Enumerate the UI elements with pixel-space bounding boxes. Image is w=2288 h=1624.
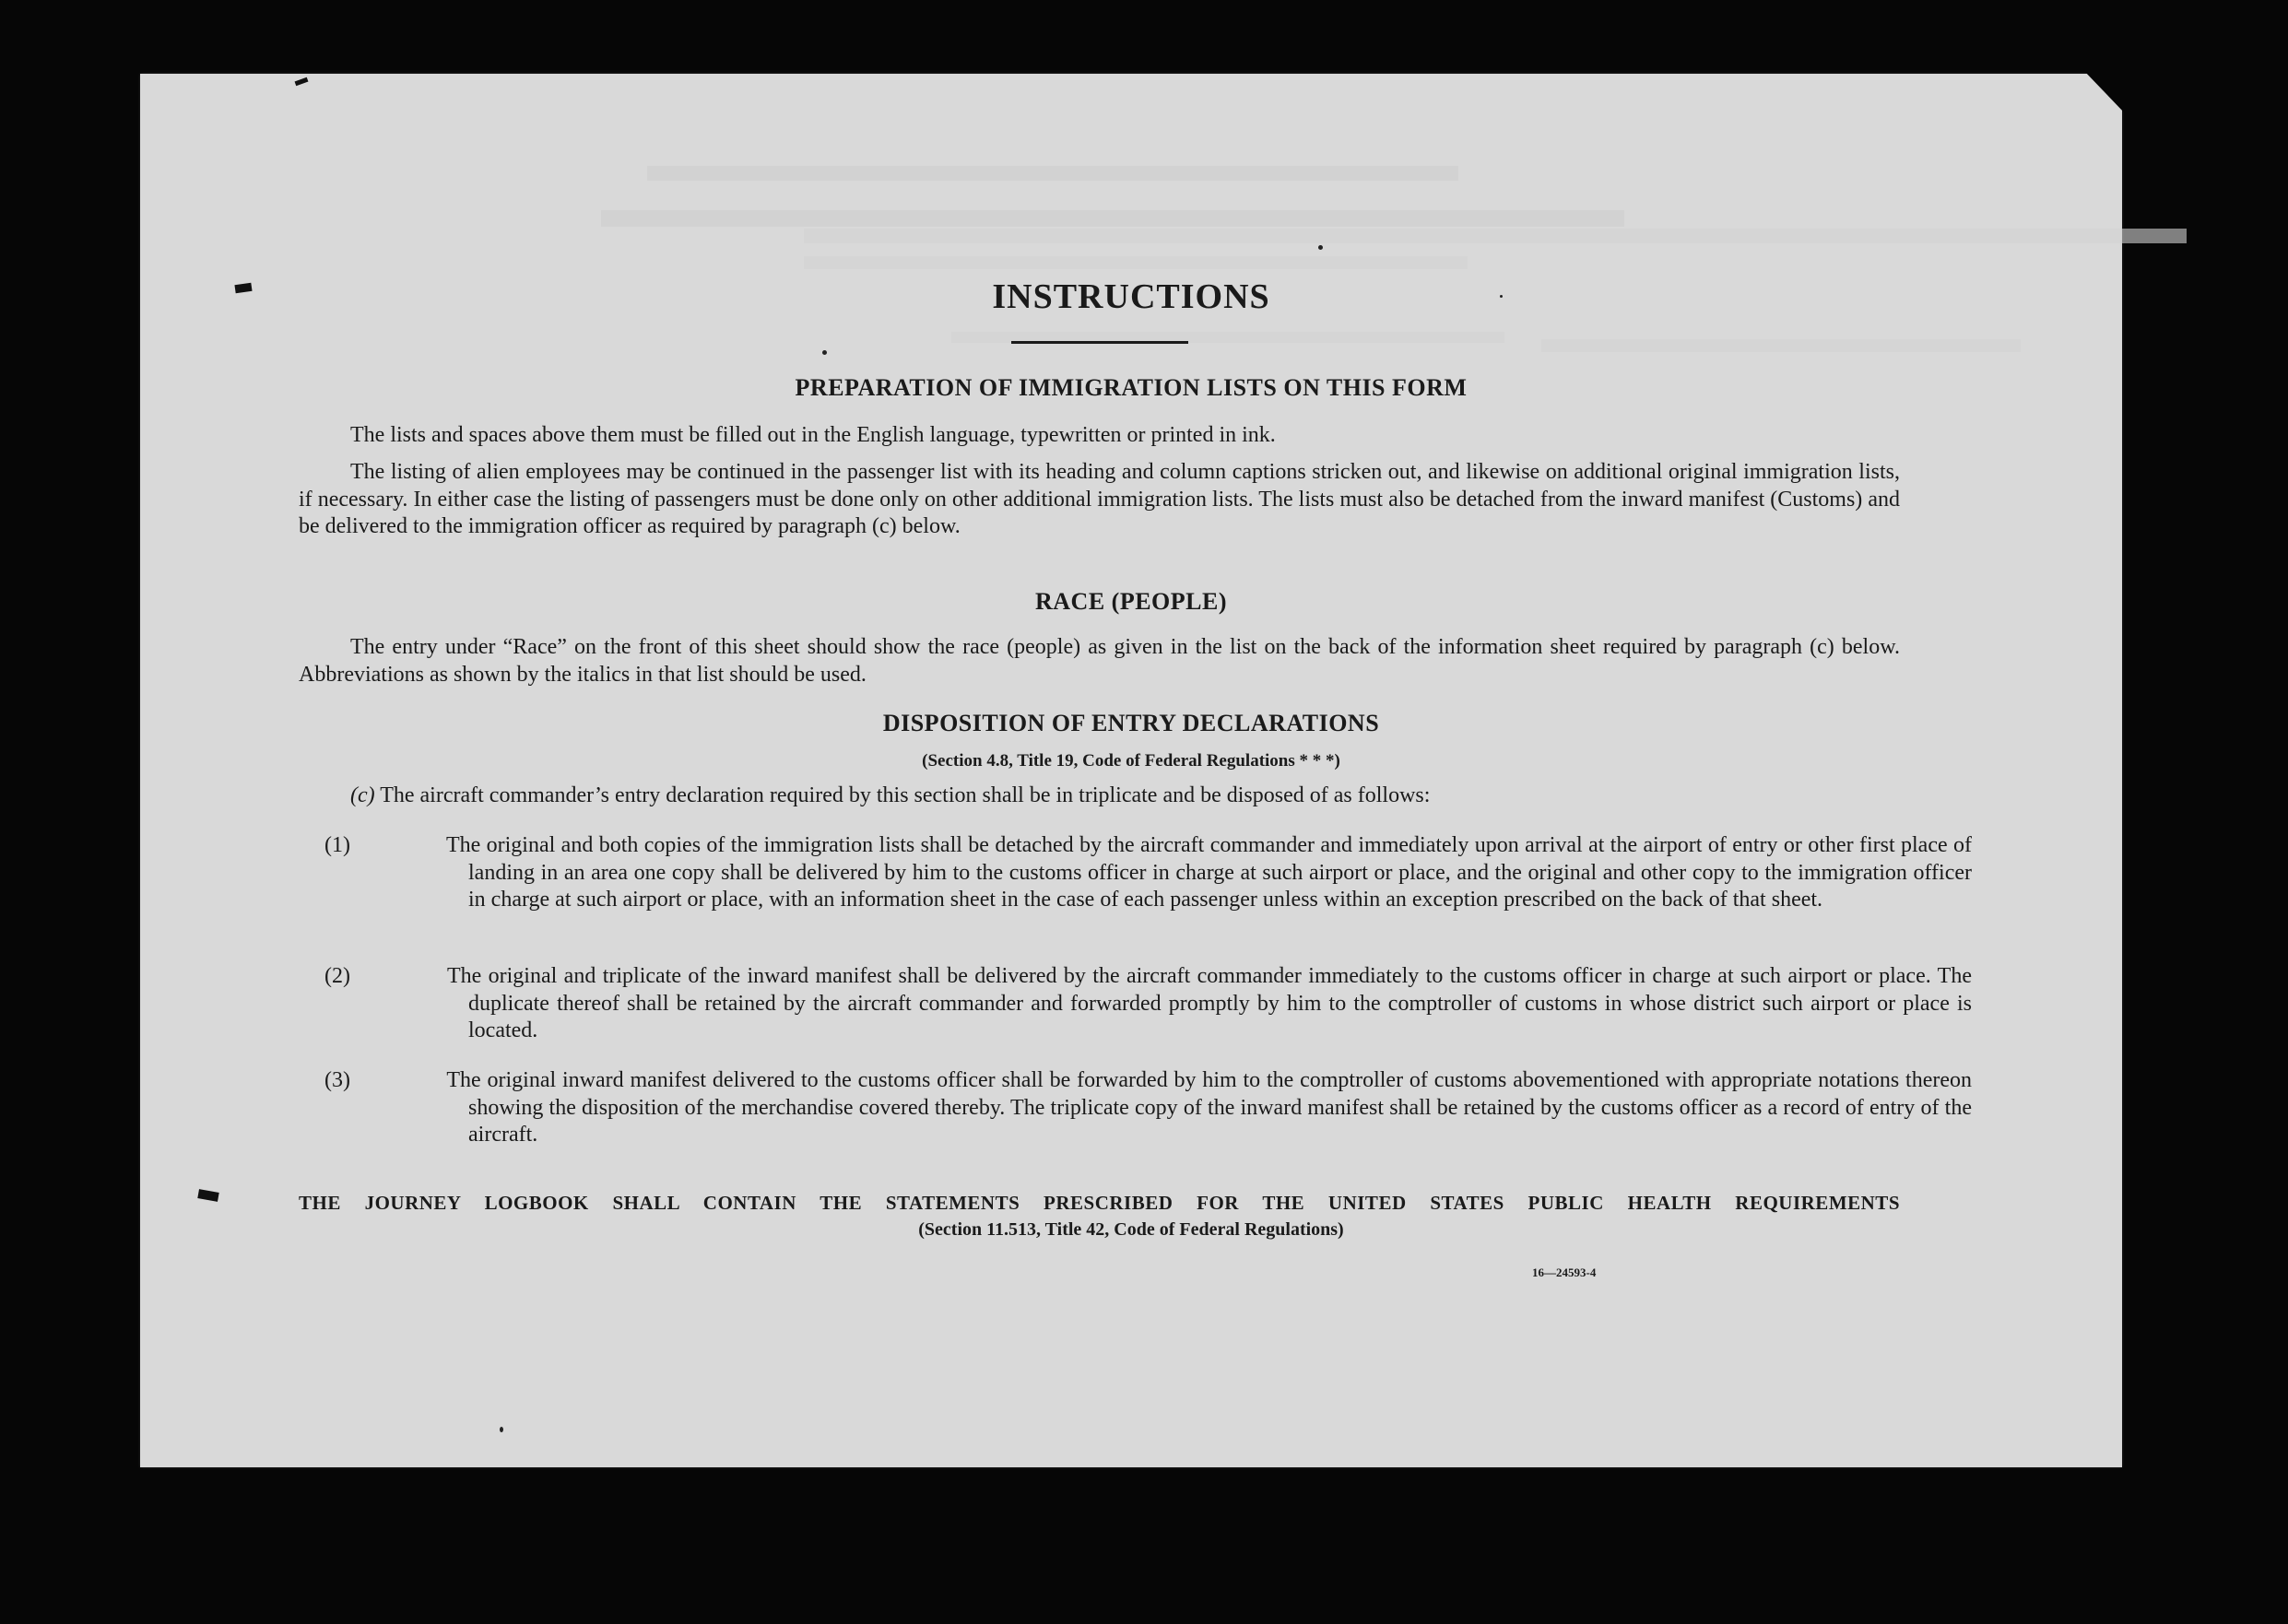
speck <box>1318 245 1323 250</box>
public-health-statement: THE JOURNEY LOGBOOK SHALL CONTAIN THE STATEMENTS PRESCRIBED FOR THE UNITED STATES PUBLIC HEALTH REQUIREMENTS <box>299 1192 1900 1214</box>
disposition-intro-text: The aircraft commander’s entry declaration required by this section shall be in triplicate and be disposed of as follows: <box>380 783 1431 807</box>
item-number: (3) <box>324 1068 350 1092</box>
item-text: The original and both copies of the immigration lists shall be detached by the aircraft commander and immediately upon arrival at the airport of entry or other first place of landing in an area one copy shall be delivered by him to the customs officer in charge at such airport or place, and the original and other copy to the immigration officer in charge at such airport or place, with an information sheet in the case of each passenger unless within an exception prescribed on the back of that sheet. <box>445 833 1972 912</box>
form-number: 16—24593-4 <box>1532 1265 1597 1279</box>
ink-mark <box>295 77 309 86</box>
item-text: The original and triplicate of the inward manifest shall be delivered by the aircraft commander immediately to the customs officer in charge at such airport or place. The duplicate thereof shall be retained by the aircraft commander and forwarded promptly by him to the comptroller of customs in whose district such airport or place is located. <box>446 964 1972 1042</box>
paragraph-label: (c) <box>350 783 375 807</box>
bleed-through-line <box>647 166 1458 181</box>
bleed-through-line <box>804 256 1468 269</box>
race-heading: RACE (PEOPLE) <box>1035 588 1227 615</box>
item-text: The original inward manifest delivered to the customs officer shall be forwarded by him to the comptroller of customs abovementioned with appropriate notations thereon showing the disposition of the merchandise covered thereby. The triplicate copy of the inward manifest shall be retained by the customs officer as a record of entry of the aircraft. <box>446 1068 1972 1147</box>
item-number: (2) <box>324 964 350 988</box>
bleed-through-line <box>804 229 2187 243</box>
preparation-paragraph-2: The listing of alien employees may be continued in the passenger list with its heading and column captions stricken out, and likewise on additional original immigration lists, if necessary. In either case the listing of passengers must be done only on other additional immigration lists. The lists must also be detached from the inward manifest (Customs) and be delivered to the immigration officer as required by paragraph (c) below. <box>299 460 1900 538</box>
disposition-item-1 <box>324 832 1972 914</box>
preparation-paragraph-1: The lists and spaces above them must be filled out in the English language, typewritten or printed in ink. <box>350 423 1276 447</box>
public-health-citation: (Section 11.513, Title 42, Code of Federal Regulations) <box>918 1219 1344 1240</box>
item-number: (1) <box>324 833 350 857</box>
disposition-intro <box>350 783 1900 810</box>
document-page <box>140 74 2122 1467</box>
speck <box>822 350 827 355</box>
torn-corner <box>2083 70 2126 114</box>
ink-mark <box>197 1189 218 1202</box>
disposition-citation: (Section 4.8, Title 19, Code of Federal Regulations * * *) <box>922 751 1340 771</box>
disposition-item-3 <box>324 1067 1972 1149</box>
page-title: INSTRUCTIONS <box>992 277 1270 316</box>
bleed-through-line <box>1541 339 2021 352</box>
disposition-heading: DISPOSITION OF ENTRY DECLARATIONS <box>882 710 1380 736</box>
speck <box>500 1427 503 1432</box>
race-paragraph: The entry under “Race” on the front of this sheet should show the race (people) as given in the list on the back of the information sheet required by paragraph (c) below. Abbreviations as shown by the italics in that list should be used. <box>299 635 1900 687</box>
bleed-through-line <box>601 210 1624 227</box>
disposition-item-2 <box>324 963 1972 1045</box>
title-underline <box>1011 341 1188 344</box>
preparation-heading: PREPARATION OF IMMIGRATION LISTS ON THIS FORM <box>795 374 1468 401</box>
